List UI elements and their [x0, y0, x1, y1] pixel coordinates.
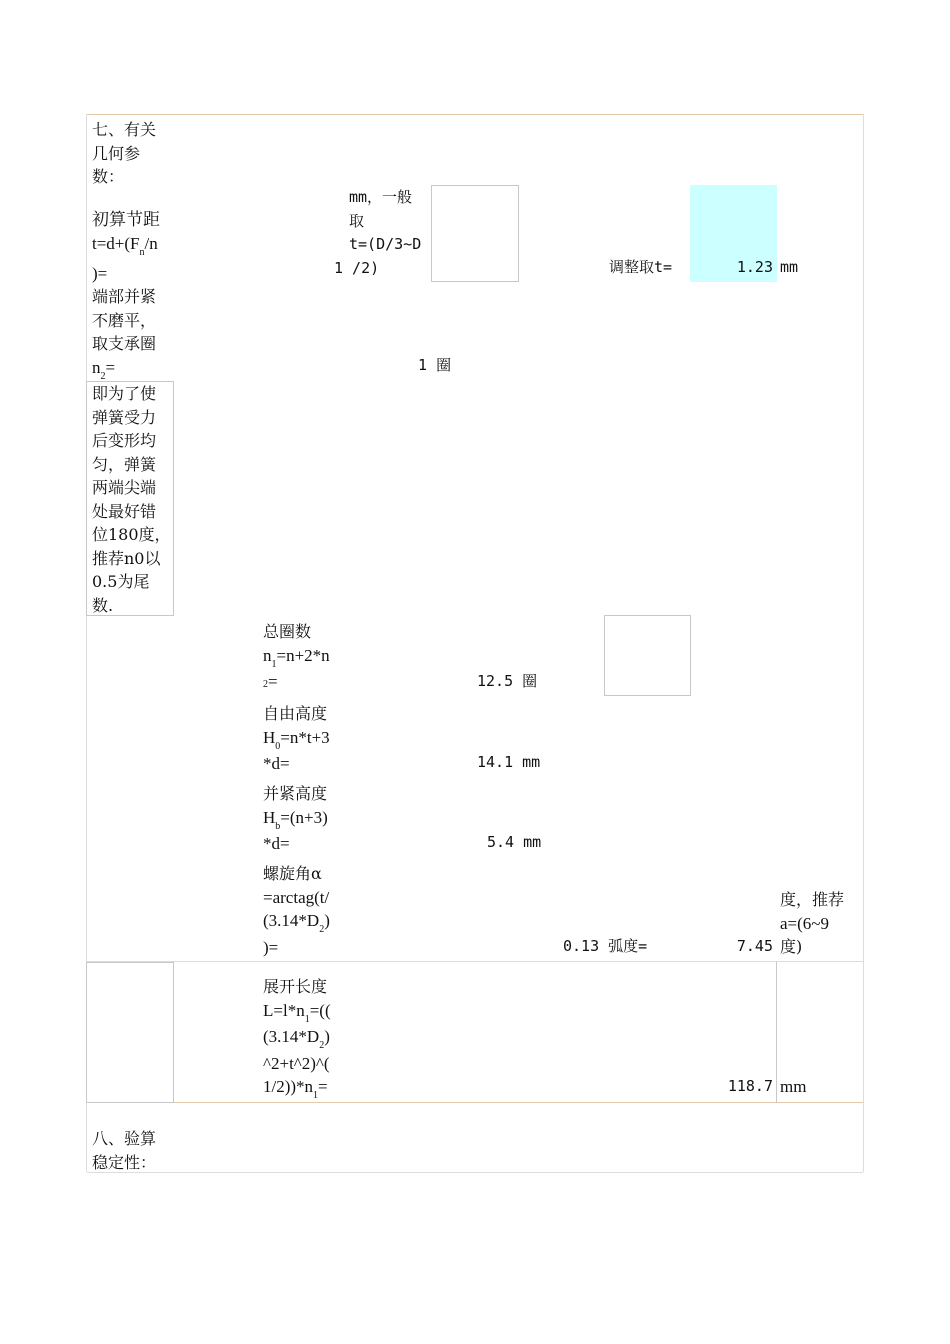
- pitch-empty-cell: [431, 185, 519, 282]
- pitch-label: [92, 208, 160, 286]
- helix-angle-formula: =arctag(t/: [263, 887, 330, 907]
- solid-height-formula: $H_b=(n+3)$: [263, 807, 328, 832]
- support-coils-value: 1 圈: [418, 356, 452, 374]
- section-8-heading-line: 稳定性：: [92, 1152, 157, 1172]
- section-8-heading: [92, 1127, 156, 1174]
- section-7-heading-line: 数：: [92, 167, 125, 186]
- comment-line: 0.5为尾: [92, 572, 150, 591]
- comment-line: 后变形均: [92, 431, 157, 450]
- length-formula: ^2+t^2)^(: [263, 1053, 330, 1073]
- helix-angle-label: [263, 862, 330, 959]
- pitch-note-line: t=(D/3~D: [349, 235, 422, 253]
- section-7-heading-line: 几何参: [92, 143, 141, 163]
- helix-angle-title: 螺旋角α: [263, 864, 322, 883]
- free-height-label: [263, 702, 330, 776]
- comment-line: 两端尖端: [92, 478, 157, 497]
- pitch-formula-end: )=: [92, 264, 108, 283]
- solid-height-title: 并紧高度: [263, 784, 328, 803]
- pitch-adjust-unit: mm: [780, 258, 799, 276]
- comment-line: 推荐n0以: [92, 548, 161, 568]
- helix-angle-note: [780, 888, 844, 959]
- total-coils-formula-end: 2=: [263, 672, 278, 691]
- length-formula: $(3.14*D_2)$: [263, 1027, 330, 1051]
- total-coils-title: 总圈数: [263, 622, 312, 641]
- helix-angle-formula-end: )=: [263, 937, 279, 957]
- helix-angle-radians: 0.13 弧度=: [563, 937, 648, 955]
- comment-line: 匀，弹簧: [92, 454, 157, 474]
- pitch-note-line: mm，一般: [349, 188, 413, 206]
- total-coils-value: 12.5 圈: [477, 672, 538, 690]
- helix-angle-degrees: 7.45: [736, 937, 773, 955]
- total-coils-empty-cell: [604, 615, 691, 696]
- comment-line: 即为了使: [92, 384, 157, 403]
- solid-height-label: [263, 782, 328, 856]
- length-left-empty-cell: [86, 962, 174, 1103]
- row-divider-section8: [87, 1102, 863, 1103]
- pitch-note: [334, 186, 421, 280]
- support-coils-label: [92, 285, 156, 382]
- pitch-adjust-label: 调整取t=: [609, 258, 673, 276]
- comment-line: 处最好错: [92, 501, 157, 521]
- table-top-border: [87, 114, 863, 115]
- support-coils-var: $n_2=$: [92, 357, 116, 382]
- support-coils-line: 端部并紧: [92, 287, 157, 306]
- pitch-note-line: 取: [349, 211, 365, 230]
- length-value: 118.7: [727, 1077, 773, 1095]
- length-formula-end: $1/2))*n_1=$: [263, 1077, 328, 1101]
- table-bottom-border: [87, 1172, 863, 1173]
- helix-angle-note-line: 度): [780, 937, 803, 956]
- solid-height-formula-end: *d=: [263, 834, 290, 853]
- length-unit: mm: [780, 1077, 807, 1096]
- comment-line: 位180度，: [92, 525, 171, 544]
- free-height-formula-end: *d=: [263, 754, 290, 773]
- pitch-note-line: 1 /2): [334, 258, 380, 277]
- free-height-title: 自由高度: [263, 704, 328, 723]
- support-coils-line: 不磨平，: [92, 310, 157, 330]
- section-7-heading-line: 七、有关: [92, 120, 157, 139]
- comment-line: 弹簧受力: [92, 407, 157, 427]
- comment-note: [86, 381, 174, 616]
- total-coils-label: [263, 620, 330, 697]
- length-formula: $L=l*n_1=$((: [263, 1000, 331, 1025]
- section-8-heading-line: 八、验算: [92, 1129, 157, 1148]
- length-title: 展开长度: [263, 977, 328, 996]
- length-label: [263, 975, 331, 1102]
- helix-angle-formula: $(3.14*D_2)$: [263, 911, 330, 935]
- comment-line: 数.: [92, 595, 114, 615]
- support-coils-line: 取支承圈: [92, 334, 157, 353]
- free-height-formula: $H_0=n*t+3$: [263, 727, 330, 752]
- helix-angle-note-line: 度，推荐: [780, 890, 845, 909]
- pitch-label-line: 初算节距: [92, 210, 160, 229]
- section-7-heading: [92, 118, 156, 189]
- helix-angle-note-line: a=(6~9: [780, 913, 829, 933]
- solid-height-value: 5.4 mm: [487, 833, 542, 851]
- row-divider-helix: [87, 961, 863, 962]
- pitch-adjust-value: 1.23: [736, 258, 773, 276]
- total-coils-formula: $n_1=n+2*n$: [263, 645, 330, 670]
- free-height-value: 14.1 mm: [477, 753, 541, 771]
- pitch-formula: $t=d+(F_n/n$: [92, 233, 158, 258]
